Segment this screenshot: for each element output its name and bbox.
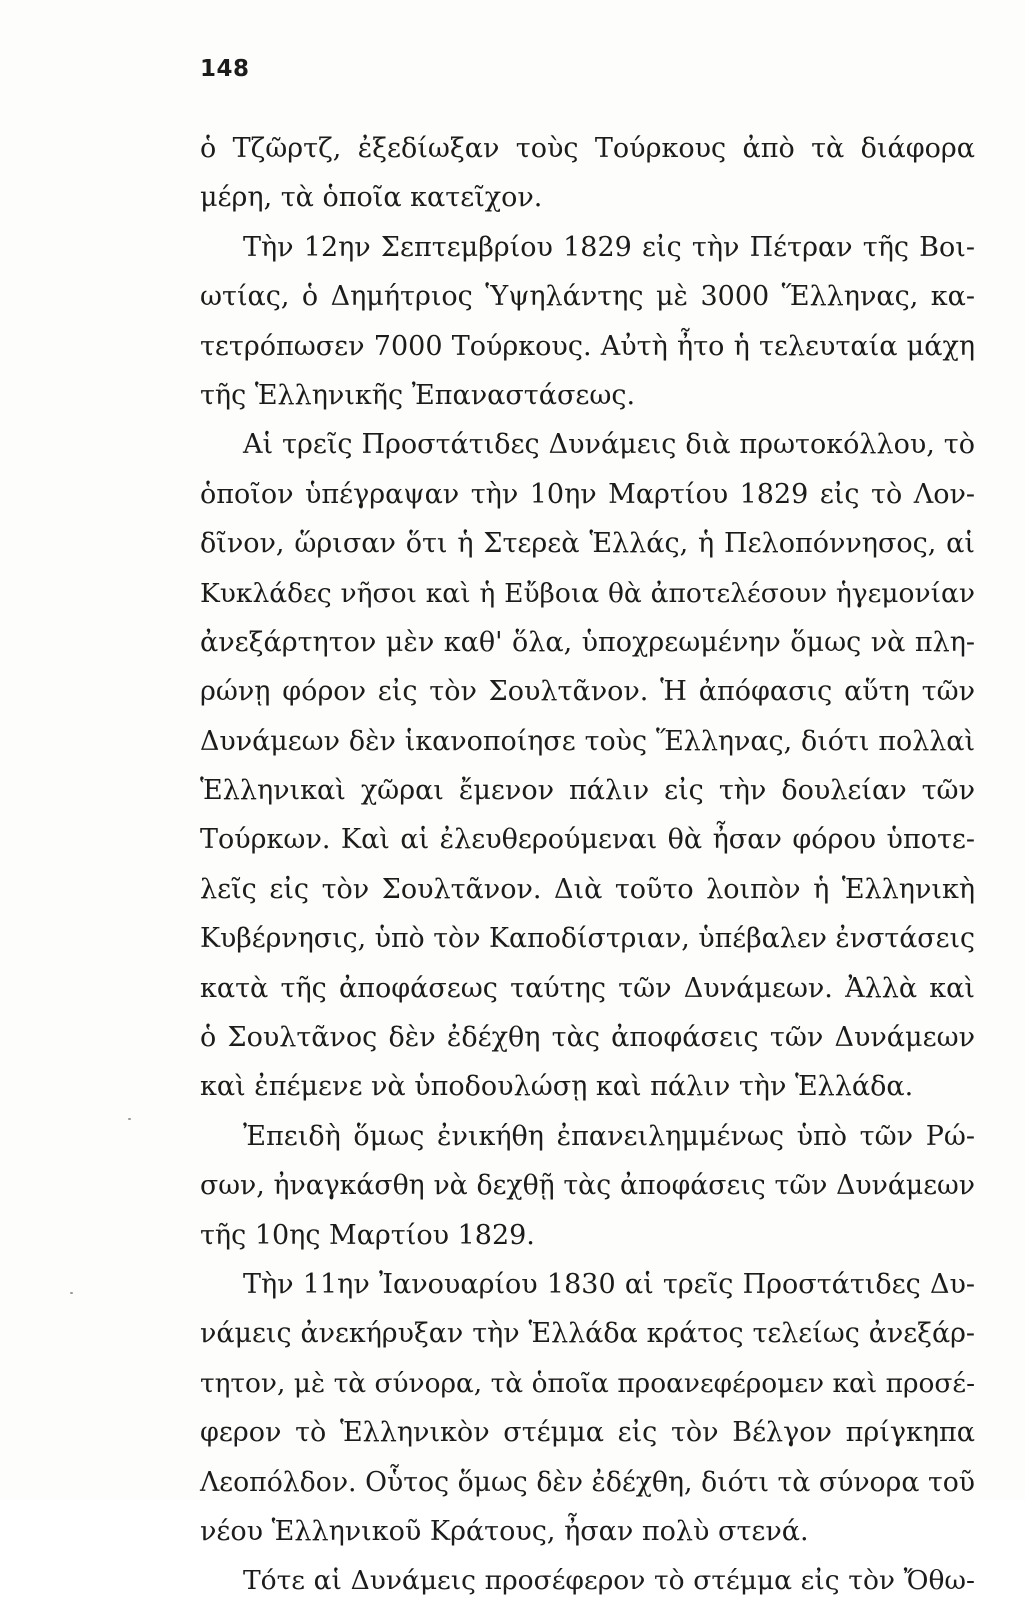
text-line: τῆς Ἑλληνικῆς Ἐπαναστάσεως. xyxy=(200,379,636,411)
text-line: Δυνάμεων δὲν ἱκανοποίησε τοὺς Ἕλληνας, διότι πολλαὶ xyxy=(200,725,975,757)
text-line: ρώνῃ φόρον εἰς τὸν Σουλτᾶνον. Ἡ ἀπόφασις αὕτη τῶν xyxy=(200,676,975,708)
text-line: Τούρκων. Καὶ αἱ ἐλευθερούμεναι θὰ ἦσαν φόρου ὑποτε- xyxy=(200,824,975,856)
text-line: ωτίας, ὁ Δημήτριος Ὑψηλάντης μὲ 3000 Ἕλληνας, κα- xyxy=(200,281,975,313)
text-line: δῖνον, ὥρισαν ὅτι ἡ Στερεὰ Ἑλλάς, ἡ Πελοπόννησος, αἱ xyxy=(200,528,975,560)
text-line: μέρη, τὰ ὁποῖα κατεῖχον. xyxy=(200,182,543,214)
text-line: καὶ ἐπέμενε νὰ ὑποδουλώσῃ καὶ πάλιν τὴν Ἑλλάδα. xyxy=(200,1071,914,1103)
text-line: ὁ Σουλτᾶνος δὲν ἐδέχθη τὰς ἀποφάσεις τῶν Δυνάμεων xyxy=(200,1022,975,1054)
text-line: Αἱ τρεῖς Προστάτιδες Δυνάμεις διὰ πρωτοκόλλου, τὸ xyxy=(243,429,975,461)
text-line: νάμεις ἀνεκήρυξαν τὴν Ἑλλάδα κράτος τελείως ἀνεξάρ- xyxy=(200,1318,975,1350)
text-line: κατὰ τῆς ἀποφάσεως ταύτης τῶν Δυνάμεων. Ἀλλὰ καὶ xyxy=(200,972,975,1004)
scan-speck xyxy=(128,1118,131,1120)
text-line: ὁποῖον ὑπέγραψαν τὴν 10ην Μαρτίου 1829 εἰς τὸ Λον- xyxy=(200,478,975,510)
text-line: Κυκλάδες νῆσοι καὶ ἡ Εὔβοια θὰ ἀποτελέσουν ἡγεμονίαν xyxy=(200,577,975,609)
text-line: ἀνεξάρτητον μὲν καθ' ὅλα, ὑποχρεωμένην ὅμως νὰ πλη- xyxy=(200,626,975,658)
text-line: νέου Ἑλληνικοῦ Κράτους, ἦσαν πολὺ στενά. xyxy=(200,1515,809,1547)
text-line: Κυβέρνησις, ὑπὸ τὸν Καποδίστριαν, ὑπέβαλεν ἐνστάσεις xyxy=(200,923,975,955)
text-line: Τότε αἱ Δυνάμεις προσέφερον τὸ στέμμα εἰς τὸν Ὄθω- xyxy=(243,1565,975,1597)
text-line: φερον τὸ Ἑλληνικὸν στέμμα εἰς τὸν Βέλγον πρίγκηπα xyxy=(200,1417,975,1449)
text-line: λεῖς εἰς τὸν Σουλτᾶνον. Διὰ τοῦτο λοιπὸν ἡ Ἑλληνικὴ xyxy=(200,873,975,905)
text-line: Ἑλληνικαὶ χῶραι ἔμενον πάλιν εἰς τὴν δουλείαν τῶν xyxy=(200,775,975,807)
body-text xyxy=(200,124,975,1606)
text-line: Τὴν 12ην Σεπτεμβρίου 1829 εἰς τὴν Πέτραν τῆς Βοι- xyxy=(243,231,975,263)
text-line: ὁ Τζῶρτζ, ἐξεδίωξαν τοὺς Τούρκους ἀπὸ τὰ διάφορα xyxy=(200,133,975,164)
scan-speck xyxy=(70,1292,73,1294)
text-line: Τὴν 11ην Ἰανουαρίου 1830 αἱ τρεῖς Προστάτιδες Δυ- xyxy=(243,1268,975,1300)
text-line: τετρόπωσεν 7000 Τούρκους. Αὐτὴ ἦτο ἡ τελευταία μάχη xyxy=(200,330,975,362)
text-line: τῆς 10ης Μαρτίου 1829. xyxy=(200,1219,535,1251)
text-line: Λεοπόλδον. Οὗτος ὅμως δὲν ἐδέχθη, διότι τὰ σύνορα τοῦ xyxy=(200,1466,975,1498)
page-number: 148 xyxy=(200,56,250,82)
text-line: Ἐπειδὴ ὅμως ἐνικήθη ἐπανειλημμένως ὑπὸ τῶν Ρώ- xyxy=(243,1120,975,1152)
text-line: τητον, μὲ τὰ σύνορα, τὰ ὁποῖα προανεφέρομεν καὶ προσέ- xyxy=(200,1367,975,1399)
text-line: σων, ἠναγκάσθη νὰ δεχθῇ τὰς ἀποφάσεις τῶν Δυνάμεων xyxy=(200,1170,975,1202)
